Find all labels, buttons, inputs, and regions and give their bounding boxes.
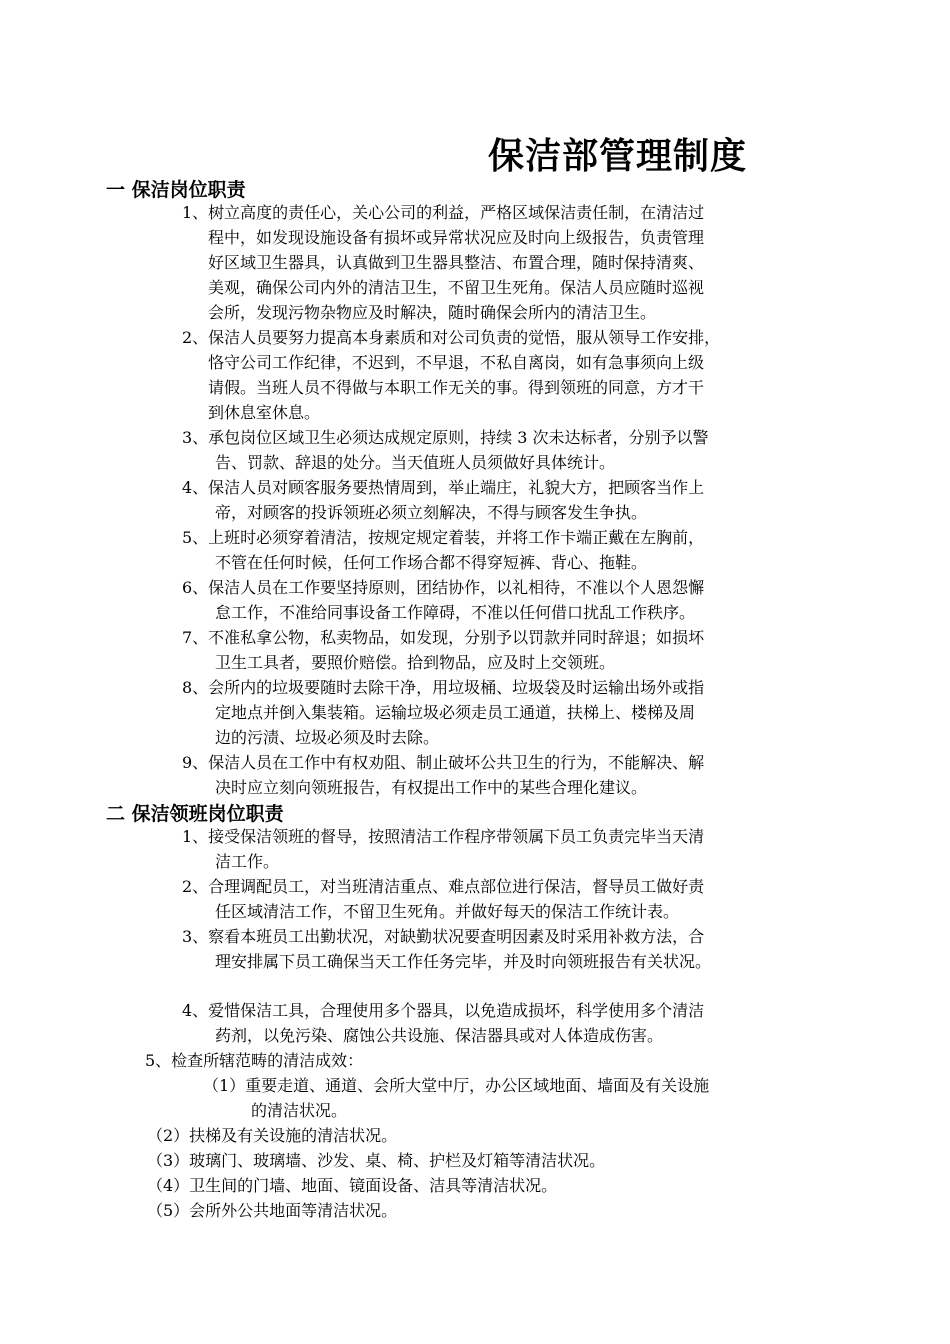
s2-item-1-line-1: 1、接受保洁领班的督导，按照清洁工作程序带领属下员工负责完毕当天清 [182,827,705,846]
s1-item-1-line-5: 会所，发现污物杂物应及时解决，随时确保会所内的清洁卫生。 [208,303,657,322]
s1-item-2-line-3: 请假。当班人员不得做与本职工作无关的事。得到领班的同意，方才干 [208,378,705,397]
s2-item-5-sub-1-line-2: 的清洁状况。 [251,1101,348,1120]
s2-item-4-line-2: 药剂，以免污染、腐蚀公共设施、保洁器具或对人体造成伤害。 [215,1026,664,1045]
s1-item-1-line-4: 美观，确保公司内外的清洁卫生，不留卫生死角。保洁人员应随时巡视 [208,278,705,297]
s1-item-1-line-1: 1、树立高度的责任心，关心公司的利益，严格区域保洁责任制，在清洁过 [182,203,705,222]
s1-item-5-line-2: 不管在任何时候，任何工作场合都不得穿短裤、背心、拖鞋。 [215,553,648,572]
s1-item-6-line-1: 6、保洁人员在工作要坚持原则，团结协作，以礼相待，不准以个人恩怨懈 [182,578,705,597]
s2-item-1-line-2: 洁工作。 [215,852,280,871]
s2-item-3-line-2: 理安排属下员工确保当天工作任务完毕，并及时向领班报告有关状况。 [215,952,712,971]
s2-item-2-line-1: 2、合理调配员工，对当班清洁重点、难点部位进行保洁，督导员工做好责 [182,877,705,896]
s1-item-8-line-3: 边的污渍、垃圾必须及时去除。 [215,728,440,747]
section-2-heading: 二 保洁领班岗位职责 [106,803,284,825]
s1-item-9-line-2: 决时应立刻向领班报告，有权提出工作中的某些合理化建议。 [215,778,648,797]
s1-item-2-line-4: 到休息室休息。 [208,403,321,422]
s1-item-6-line-2: 怠工作，不准给同事设备工作障碍，不准以任何借口扰乱工作秩序。 [215,603,696,622]
s2-item-2-line-2: 任区域清洁工作，不留卫生死角。并做好每天的保洁工作统计表。 [215,902,680,921]
s1-item-4-line-2: 帝，对顾客的投诉领班必须立刻解决，不得与顾客发生争执。 [215,503,648,522]
s2-item-5-sub-2: （2）扶梯及有关设施的清洁状况。 [147,1126,398,1145]
s1-item-8-line-1: 8、会所内的垃圾要随时去除干净，用垃圾桶、垃圾袋及时运输出场外或指 [182,678,705,697]
s2-item-5-sub-5: （5）会所外公共地面等清洁状况。 [147,1201,398,1220]
page-title: 保洁部管理制度 [488,136,748,177]
s1-item-3-line-2: 告、罚款、辞退的处分。当天值班人员须做好具体统计。 [215,453,616,472]
s1-item-2-line-2: 恪守公司工作纪律，不迟到，不早退，不私自离岗，如有急事须向上级 [208,353,705,372]
s2-item-3-line-1: 3、察看本班员工出勤状况，对缺勤状况要查明因素及时采用补救方法，合 [182,927,705,946]
s2-item-5-sub-1-line-1: （1）重要走道、通道、会所大堂中厅，办公区域地面、墙面及有关设施 [203,1076,710,1095]
s2-item-4-line-1: 4、爱惜保洁工具，合理使用多个器具，以免造成损坏，科学使用多个清洁 [182,1001,705,1020]
s1-item-2-line-1: 2、保洁人员要努力提高本身素质和对公司负责的觉悟，服从领导工作安排， [182,328,721,347]
s2-item-5-label: 5、检查所辖范畴的清洁成效： [145,1051,364,1070]
s2-item-5-sub-4: （4）卫生间的门墙、地面、镜面设备、洁具等清洁状况。 [147,1176,558,1195]
s1-item-5-line-1: 5、上班时必须穿着清洁，按规定规定着装，并将工作卡端正戴在左胸前， [182,528,705,547]
s1-item-4-line-1: 4、保洁人员对顾客服务要热情周到，举止端庄，礼貌大方，把顾客当作上 [182,478,705,497]
s1-item-1-line-2: 程中，如发现设施设备有损坏或异常状况应及时向上级报告，负责管理 [208,228,705,247]
s1-item-7-line-1: 7、不准私拿公物，私卖物品，如发现，分别予以罚款并同时辞退；如损坏 [182,628,705,647]
s2-item-5-sub-3: （3）玻璃门、玻璃墙、沙发、桌、椅、护栏及灯箱等清洁状况。 [147,1151,606,1170]
section-1-heading: 一 保洁岗位职责 [106,179,246,201]
s1-item-7-line-2: 卫生工具者，要照价赔偿。拾到物品，应及时上交领班。 [215,653,616,672]
s1-item-9-line-1: 9、保洁人员在工作中有权劝阻、制止破坏公共卫生的行为，不能解决、解 [182,753,705,772]
s1-item-8-line-2: 定地点并倒入集装箱。运输垃圾必须走员工通道，扶梯上、楼梯及周 [215,703,696,722]
s1-item-1-line-3: 好区域卫生器具，认真做到卫生器具整洁、布置合理，随时保持清爽、 [208,253,705,272]
s1-item-3-line-1: 3、承包岗位区域卫生必须达成规定原则，持续 3 次未达标者，分别予以警 [182,428,709,447]
